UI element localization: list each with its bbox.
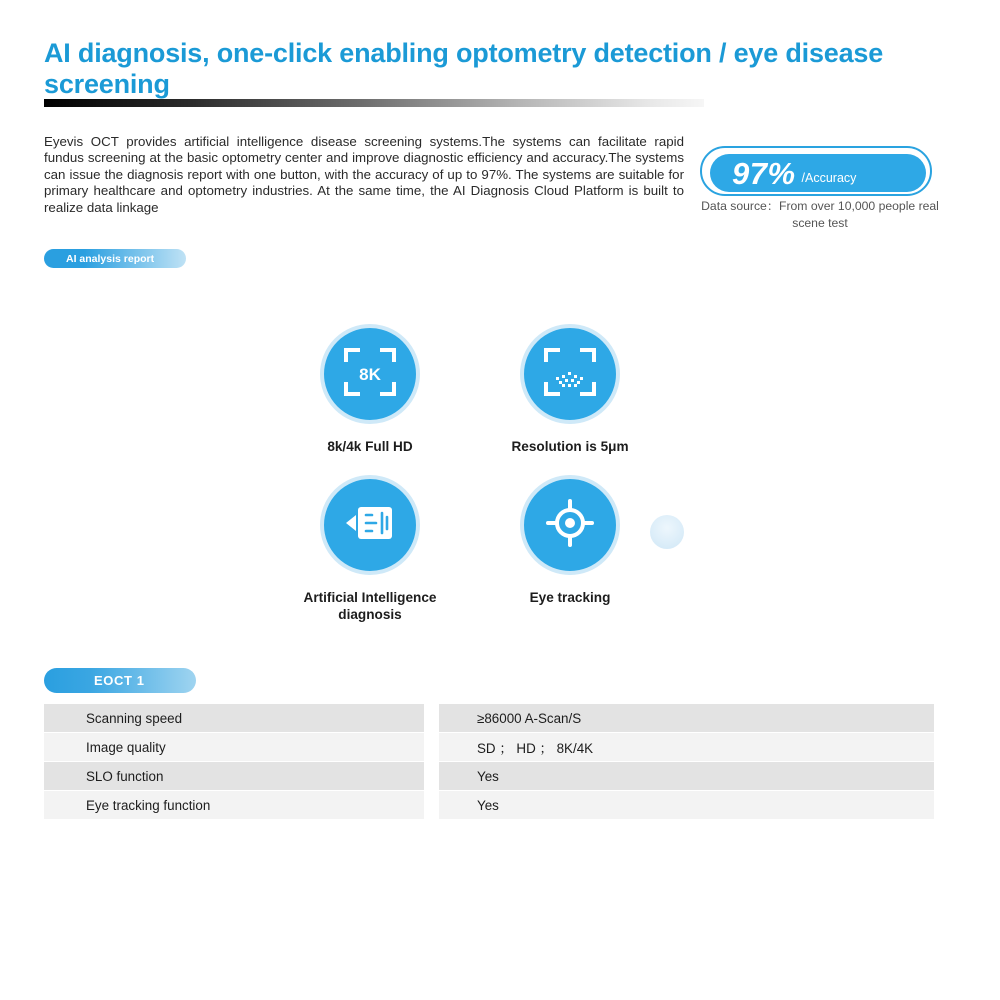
accuracy-label: /Accuracy (801, 171, 857, 185)
decorative-blob (650, 515, 684, 549)
feature-icon-circle (520, 475, 620, 575)
spec-key: SLO function (44, 762, 424, 790)
spec-value: ≥86000 A-Scan/S (439, 704, 934, 732)
feature-item-ai-diagnosis (270, 475, 470, 623)
feature-icon-circle (320, 475, 420, 575)
tag-ai-analysis-report-label: AI analysis report (66, 252, 155, 265)
accuracy-badge (700, 146, 932, 196)
intro-paragraph: Eyevis OCT provides artificial intelligence disease screening systems.The systems can facilitate rapid fundus screening at the basic optometry center and improve diagnostic efficiency and accuracy.The systems can issue the diagnosis report with one button, with the accuracy of up to 97%. The systems are suitable for primary healthcare and optometry industries. At the same time, the AI Diagnosis Cloud Platform is built to realize data linkage (44, 134, 684, 215)
spec-key: Image quality (44, 733, 424, 761)
tag-eoct-1-label: EOCT 1 (94, 673, 145, 688)
tag-eoct-1 (44, 668, 196, 693)
feature-row-2 (270, 475, 690, 623)
feature-label: 8k/4k Full HD (327, 439, 413, 454)
table-row (44, 762, 934, 790)
accuracy-badge-inner (710, 154, 926, 192)
accuracy-value: 97% (732, 155, 796, 191)
spec-value: SD ； HD ； 8K/4K (439, 733, 934, 761)
accuracy-note: Data source：From over 10,000 people real scene test (701, 199, 939, 230)
feature-grid (270, 324, 690, 623)
spec-key: Eye tracking function (44, 791, 424, 819)
feature-icon-circle (320, 324, 420, 424)
ai-chip-icon (342, 499, 398, 552)
table-row (44, 704, 934, 732)
feature-icon-circle (520, 324, 620, 424)
feature-item-resolution (470, 324, 670, 455)
table-row (44, 791, 934, 819)
feature-label: Resolution is 5μm (511, 439, 629, 454)
spec-value: Yes (439, 762, 934, 790)
feature-item-eye-tracking (470, 475, 670, 623)
eye-tracking-icon (544, 497, 596, 554)
scan-resolution-icon (542, 346, 598, 403)
title-gradient-divider (44, 99, 704, 107)
8k-resolution-icon (342, 346, 398, 403)
tag-ai-analysis-report (44, 249, 186, 268)
spec-value: Yes (439, 791, 934, 819)
spec-table (44, 704, 934, 820)
feature-label: Artificial Intelligence diagnosis (303, 590, 437, 622)
feature-row-1 (270, 324, 690, 455)
spec-key: Scanning speed (44, 704, 424, 732)
page-title: AI diagnosis, one-click enabling optometry detection / eye disease screening (44, 38, 884, 99)
feature-label: Eye tracking (529, 590, 611, 605)
table-row (44, 733, 934, 761)
feature-item-8k (270, 324, 470, 455)
svg-text:8K: 8K (359, 364, 381, 384)
